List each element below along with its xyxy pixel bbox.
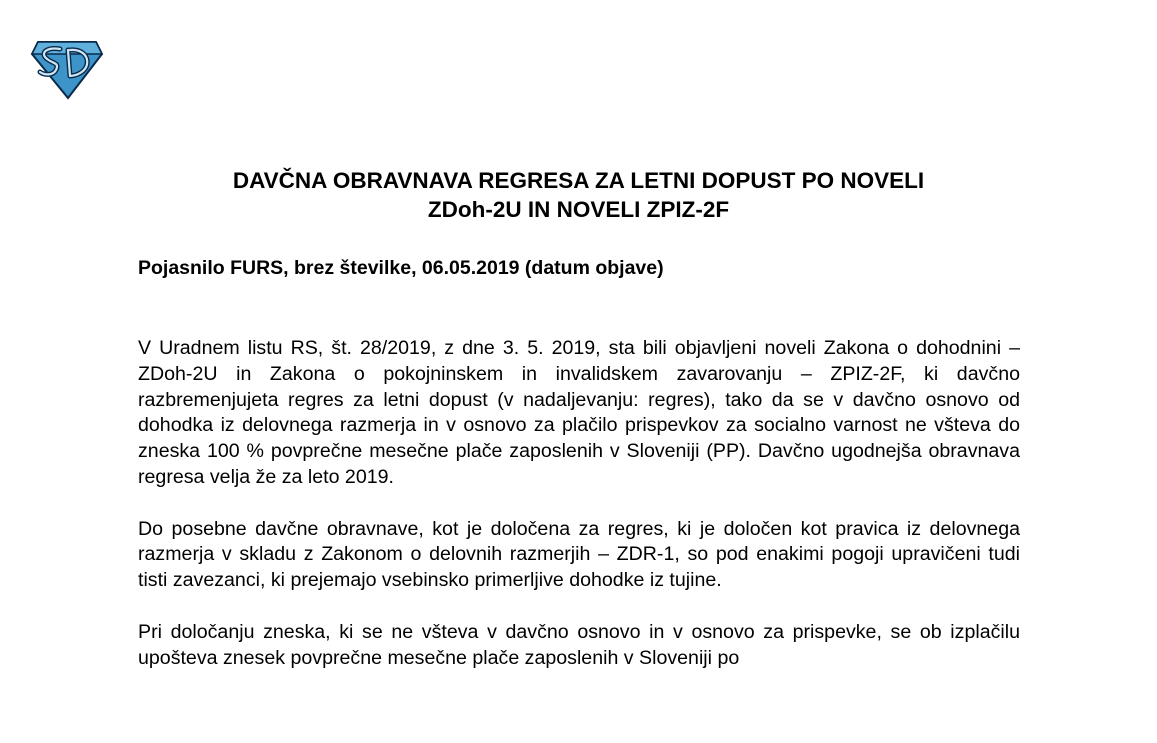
document-subtitle: Pojasnilo FURS, brez številke, 06.05.2019 (datum objave) (138, 257, 664, 279)
document-title-line-2: ZDoh-2U IN NOVELI ZPIZ-2F (427, 197, 730, 222)
sd-logo-icon (30, 40, 104, 100)
paragraph-3: Pri določanju zneska, ki se ne všteva v davčno osnovo in v osnovo za prispevke, se ob izplačilu upošteva znesek povprečne mesečne plače zaposlenih v Sloveniji po (138, 620, 1020, 669)
document-title-line-1: DAVČNA OBRAVNAVA REGRESA ZA LETNI DOPUST PO NOVELI (232, 168, 925, 193)
paragraph-1: V Uradnem listu RS, št. 28/2019, z dne 3. 5. 2019, sta bili objavljeni noveli Zakona o dohodnini – ZDoh-2U in Zakona o pokojninskem in invalidskem zavarovanju – ZPIZ-2F, ki davčno razbremenjujeta regres za letni dopust (v nadaljevanju: regres), tako da se v davčno osnovo od dohodka iz delovnega razmerja in v osnovo za plačilo prispevkov za socialno varnost ne všteva do zneska 100 % povprečne mesečne plače zaposlenih v Sloveniji (PP). Davčno ugodnejša obravnava regresa velja že za leto 2019. (138, 337, 1020, 488)
document-body (138, 336, 1020, 697)
paragraph-2: Do posebne davčne obravnave, kot je določena za regres, ki je določen kot pravica iz delovnega razmerja v skladu z Zakonom o delovnih razmerjih – ZDR-1, so pod enakimi pogoji upravičeni tudi tisti zavezanci, ki prejemajo vsebinsko primerljive dohodke iz tujine. (138, 517, 1020, 592)
document-title (100, 166, 1057, 224)
